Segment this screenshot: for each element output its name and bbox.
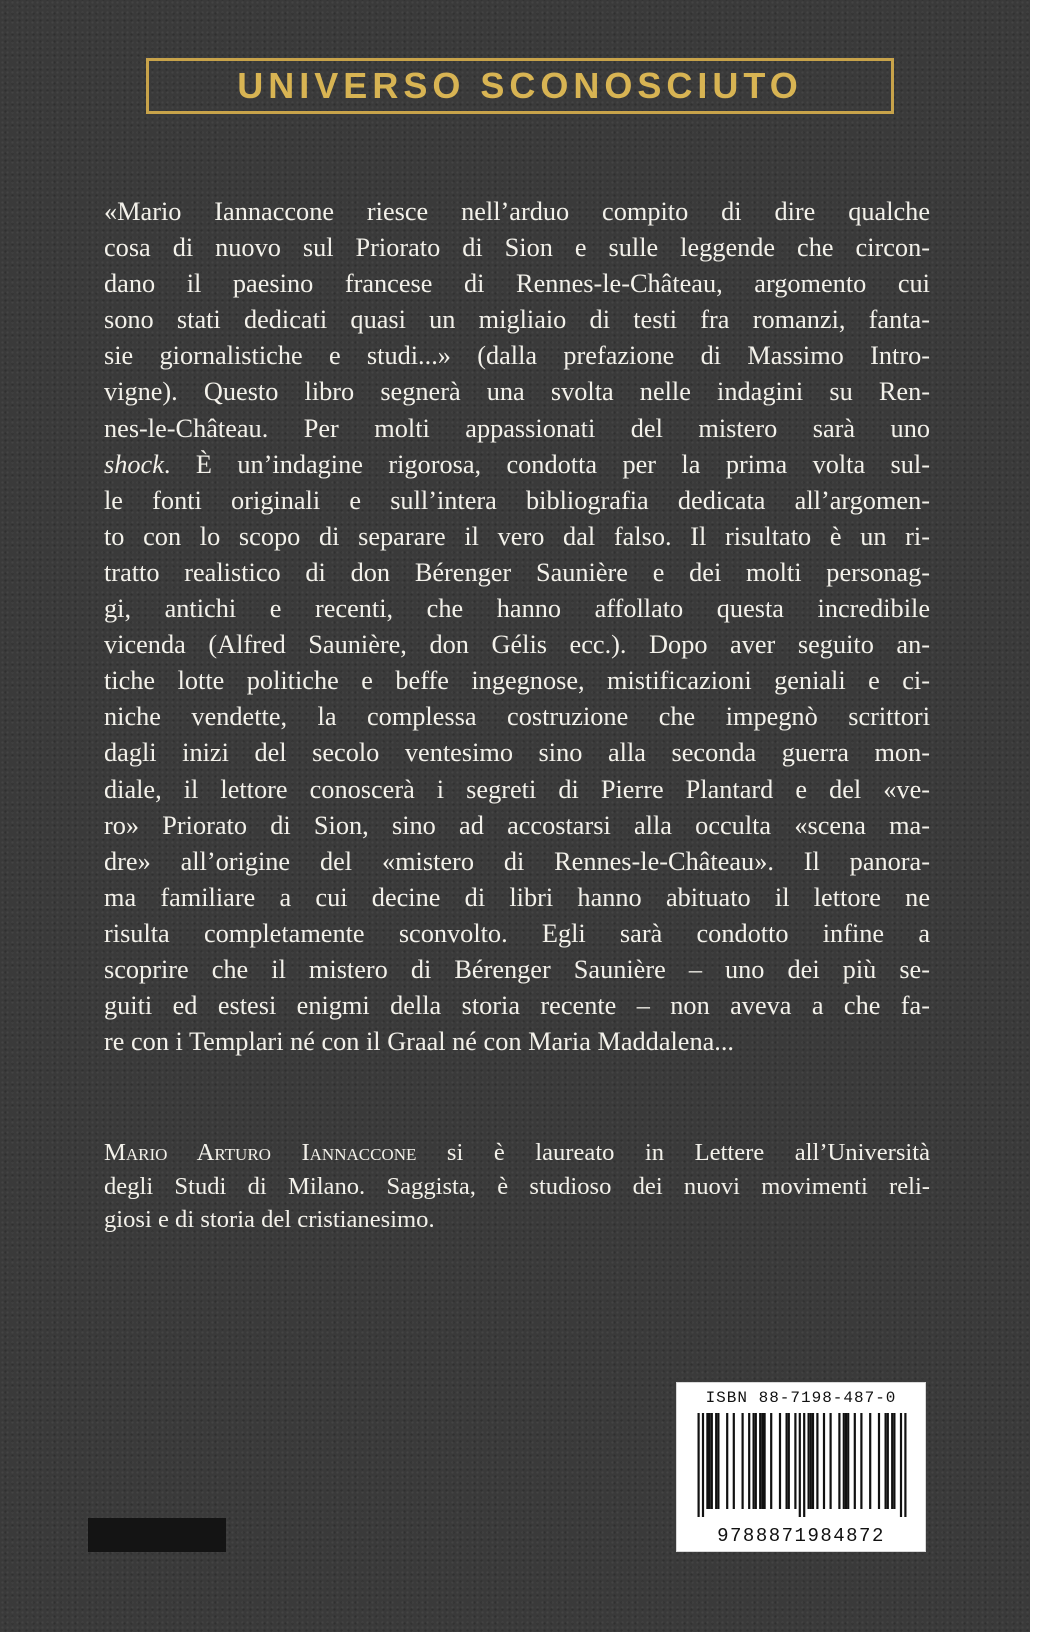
author-bio-line: degli Studi di Milano. Saggista, è studioso dei nuovi movimenti reli- bbox=[104, 1172, 930, 1200]
ean-digits: 9788871984872 bbox=[717, 1525, 885, 1547]
barcode-bar bbox=[788, 1413, 790, 1509]
barcode-bar bbox=[891, 1413, 893, 1509]
barcode-bar bbox=[794, 1413, 796, 1509]
barcode-bars bbox=[685, 1413, 919, 1517]
blurb-line: dano il paesino francese di Rennes-le-Château, argomento cui bbox=[104, 269, 930, 299]
barcode-bar bbox=[770, 1413, 772, 1509]
blurb-line: cosa di nuovo sul Priorato di Sion e sulle leggende che circon- bbox=[104, 233, 930, 263]
barcode-bar bbox=[808, 1413, 810, 1509]
barcode-bar bbox=[845, 1413, 847, 1509]
barcode-bar bbox=[830, 1413, 832, 1509]
barcode-bar bbox=[810, 1413, 812, 1509]
barcode-bar bbox=[717, 1413, 719, 1509]
blurb-line: nes-le-Château. Per molti appassionati del mistero sarà uno bbox=[104, 413, 930, 443]
blurb-paragraph bbox=[104, 194, 930, 1060]
barcode-bar bbox=[816, 1413, 818, 1509]
blurb-line: ro» Priorato di Sion, sino ad accostarsi alla occulta «scena ma- bbox=[104, 810, 930, 840]
isbn-barcode bbox=[676, 1382, 926, 1552]
barcode-bar bbox=[786, 1413, 788, 1509]
barcode-bar bbox=[715, 1413, 717, 1509]
price-sticker-residue bbox=[88, 1518, 226, 1552]
barcode-bar bbox=[764, 1413, 766, 1509]
barcode-bar bbox=[706, 1413, 708, 1509]
barcode-bar bbox=[733, 1413, 735, 1509]
blurb-line: diale, il lettore conoscerà i segreti di Pierre Plantard e del «ve- bbox=[104, 774, 930, 804]
author-bio-line: giosi e di storia del cristianesimo. bbox=[104, 1206, 435, 1233]
barcode-bar bbox=[847, 1413, 849, 1509]
blurb-line: «Mario Iannaccone riesce nell’arduo compito di dire qualche bbox=[104, 197, 930, 226]
series-title: UNIVERSO SCONOSCIUTO bbox=[237, 65, 803, 106]
blurb-line: gi, antichi e recenti, che hanno affollato questa incredibile bbox=[104, 594, 930, 624]
emphasis-word: shock bbox=[104, 449, 164, 479]
barcode-bar bbox=[843, 1413, 845, 1509]
barcode-bar bbox=[885, 1413, 887, 1509]
blurb-line: ma familiare a cui decine di libri hanno abituato il lettore ne bbox=[104, 882, 930, 912]
barcode-bar bbox=[742, 1413, 744, 1509]
barcode-bar bbox=[823, 1413, 825, 1509]
series-frame bbox=[146, 58, 894, 114]
barcode-bar bbox=[878, 1413, 880, 1509]
author-name: Mario Arturo Iannaccone bbox=[104, 1139, 417, 1166]
barcode-bar bbox=[753, 1413, 755, 1509]
barcode-bar bbox=[803, 1413, 805, 1517]
barcode-bar bbox=[900, 1413, 902, 1517]
barcode-bar bbox=[887, 1413, 889, 1509]
barcode-bar bbox=[838, 1413, 840, 1509]
barcode-bar bbox=[709, 1413, 711, 1509]
blurb-line: re con i Templari né con il Graal né con Maria Maddalena... bbox=[104, 1027, 735, 1057]
blurb-line: dagli inizi del secolo ventesimo sino alla seconda guerra mon- bbox=[104, 738, 930, 768]
barcode-bar bbox=[869, 1413, 871, 1509]
isbn-label: ISBN 88-7198-487-0 bbox=[705, 1389, 897, 1407]
barcode-bar bbox=[904, 1413, 906, 1517]
barcode-bar bbox=[799, 1413, 801, 1517]
blurb-line: shock. È un’indagine rigorosa, condotta per la prima volta sul- bbox=[104, 449, 930, 479]
blurb-line: guiti ed estesi enigmi della storia recente – non aveva a che fa- bbox=[104, 991, 930, 1021]
blurb-line: dre» all’origine del «mistero di Rennes-le-Château». Il panora- bbox=[104, 846, 930, 876]
blurb-line: vigne). Questo libro segnerà una svolta nelle indagini su Ren- bbox=[104, 377, 930, 407]
barcode-bar bbox=[755, 1413, 757, 1509]
barcode-bar bbox=[893, 1413, 895, 1509]
barcode-bar bbox=[702, 1413, 704, 1517]
blurb-line: sie giornalistiche e studi...» (dalla prefazione di Massimo Intro- bbox=[104, 341, 930, 371]
barcode-bar bbox=[761, 1413, 763, 1509]
blurb-line: to con lo scopo di separare il vero dal falso. Il risultato è un ri- bbox=[104, 521, 930, 551]
barcode-bar bbox=[854, 1413, 856, 1509]
blurb-line: niche vendette, la complessa costruzione che impegnò scrittori bbox=[104, 702, 930, 732]
blurb-line: scoprire che il mistero di Bérenger Saunière – uno dei più se- bbox=[104, 954, 930, 984]
blurb-line: tiche lotte politiche e beffe ingegnose, mistificazioni geniali e ci- bbox=[104, 666, 930, 696]
barcode-bar bbox=[759, 1413, 761, 1509]
barcode-bar bbox=[726, 1413, 728, 1509]
blurb-line: sono stati dedicati quasi un migliaio di testi fra romanzi, fanta- bbox=[104, 305, 930, 335]
author-bio-line bbox=[104, 1136, 930, 1170]
blurb-line: le fonti originali e sull’intera bibliografia dedicata all’argomen- bbox=[104, 485, 930, 515]
barcode-bar bbox=[748, 1413, 750, 1509]
barcode-bar bbox=[698, 1413, 700, 1517]
barcode-bar bbox=[779, 1413, 781, 1509]
blurb-line: vicenda (Alfred Saunière, don Gélis ecc.). Dopo aver seguito an- bbox=[104, 630, 930, 660]
author-bio bbox=[104, 1136, 930, 1237]
blurb-line: tratto realistico di don Bérenger Saunière e dei molti personag- bbox=[104, 557, 930, 587]
blurb-line: risulta completamente sconvolto. Egli sarà condotto infine a bbox=[104, 918, 930, 948]
author-bio-text: si è laureato in Lettere all’Università bbox=[416, 1139, 930, 1166]
barcode-bar bbox=[860, 1413, 862, 1509]
barcode-bar bbox=[812, 1413, 814, 1509]
barcode-bar bbox=[711, 1413, 713, 1509]
